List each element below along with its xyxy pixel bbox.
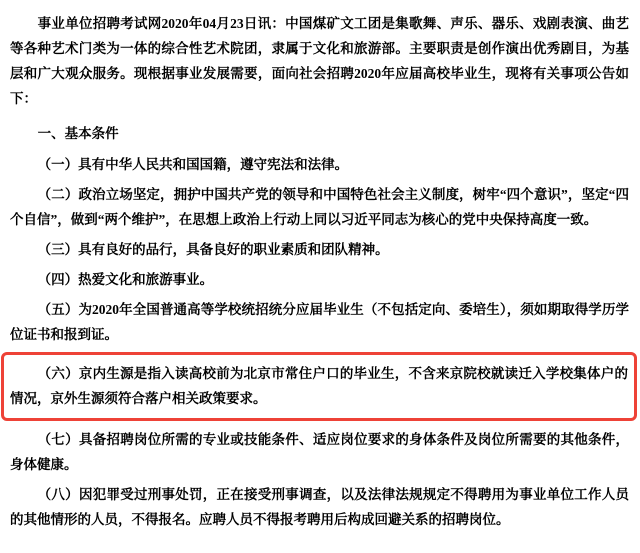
condition-item-3: （三）具有良好的品行，具备良好的职业素质和团队精神。 (37, 242, 389, 257)
condition-item-6: （六）京内生源是指入读高校前为北京市常住户口的毕业生，不含来京院校就读迁入学校集体户的情况，京外生源须符合落户相关政策要求。 (10, 366, 628, 406)
condition-item-8: （八）因犯罪受过刑事处罚，正在接受刑事调查，以及法律法规规定不得聘用为事业单位工作人员的其他情形的人员，不得报名。应聘人员不得报考聘用后构成回避关系的招聘岗位。 (10, 487, 629, 527)
condition-item-7: （七）具备招聘岗位所需的专业或技能条件、适应岗位要求的身体条件及岗位所需要的其他条件，身体健康。 (10, 432, 629, 472)
condition-item-4: （四）热爱文化和旅游事业。 (37, 272, 214, 287)
condition-item-2: （二）政治立场坚定，拥护中国共产党的领导和中国特色社会主义制度，树牢“四个意识”，坚定“四个自信”，做到“两个维护”，在思想上政治上行动上同以习近平同志为核心的党中央保持高度一致。 (10, 187, 629, 227)
section-heading: 一、基本条件 (37, 126, 119, 141)
condition-item-1: （一）具有中华人民共和国国籍，遵守宪法和法律。 (37, 157, 349, 172)
condition-item-5: （五）为2020年全国普通高等学校统招统分应届毕业生（不包括定向、委培生），须如期取得学历学位证书和报到证。 (10, 302, 629, 342)
intro-paragraph: 事业单位招聘考试网2020年04月23日讯：中国煤矿文工团是集歌舞、声乐、器乐、戏剧表演、曲艺等各种艺术门类为一体的综合性艺术院团，隶属于文化和旅游部。主要职责是创作演出优秀剧目，为基层和广大观众服务。现根据事业发展需要，面向社会招聘2020年应届高校毕业生，现将有关事项公告如下： (10, 16, 629, 106)
highlight-annotation-box (1, 352, 637, 421)
